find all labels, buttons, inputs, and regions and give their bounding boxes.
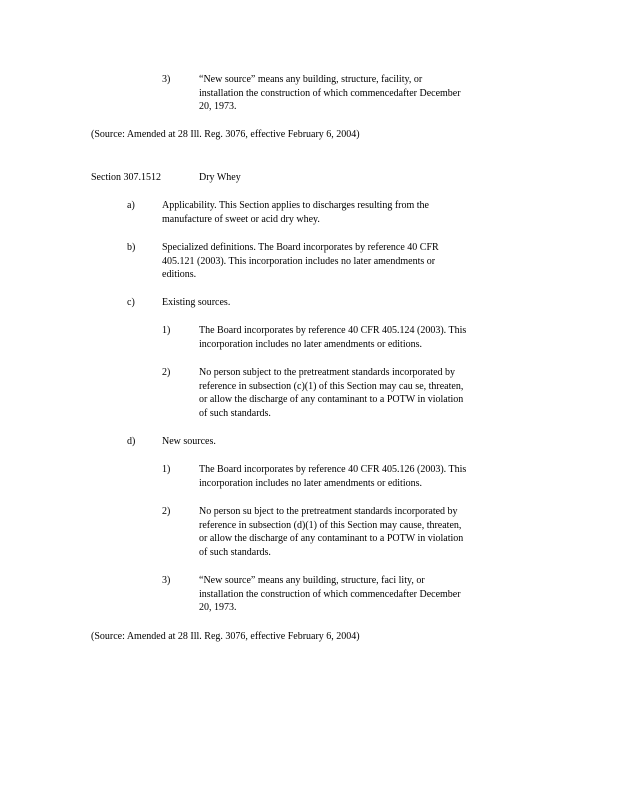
item-text <box>199 505 513 559</box>
text-line: reference in subsection (d)(1) of this Section may cause, threaten, <box>199 519 462 531</box>
item-number: 1) <box>162 464 171 475</box>
subsection-label: b) <box>127 242 136 253</box>
text-line: The Board incorporates by reference 40 CFR 405.126 (2003). This <box>199 464 467 475</box>
text-line: Specialized definitions. The Board incorporates by reference 40 CFR <box>162 242 439 253</box>
text-line: “New source” means any building, structure, facility, or <box>199 74 423 85</box>
text-line: of such standards. <box>199 546 271 558</box>
item-text <box>199 463 523 490</box>
item-number: 2) <box>162 367 171 378</box>
subsection-label: d) <box>127 436 136 447</box>
subsection-text: New sources. <box>162 436 216 447</box>
text-line: incorporation includes no later amendments or editions. <box>199 338 422 350</box>
text-line: installation the construction of which commencedafter December <box>199 87 461 99</box>
text-line: incorporation includes no later amendments or editions. <box>199 477 422 489</box>
text-line: or allow the discharge of any contaminant to a POTW in violation <box>199 533 464 544</box>
subsection-text: Existing sources. <box>162 297 231 308</box>
text-line: 405.121 (2003). This incorporation includes no later amendments or <box>162 255 436 267</box>
section-number: Section 307.1512 <box>91 172 161 183</box>
text-line: reference in subsection (c)(1) of this Section may cau se, threaten, <box>199 380 464 392</box>
item-number: 1) <box>162 325 171 336</box>
item-text <box>199 574 505 615</box>
item-text <box>199 366 513 420</box>
section-title: Dry Whey <box>199 172 241 183</box>
item-text <box>199 324 523 351</box>
item-number: 3) <box>162 575 171 586</box>
text-line: The Board incorporates by reference 40 CFR 405.124 (2003). This <box>199 325 467 336</box>
subsection-label: c) <box>127 297 135 308</box>
text-line: No person subject to the pretreatment standards incorporated by <box>199 367 456 378</box>
text-line: or allow the discharge of any contaminant to a POTW in violation <box>199 394 464 405</box>
item-text <box>199 73 505 114</box>
subsection-text <box>162 241 496 282</box>
item-number: 2) <box>162 506 171 517</box>
text-line: No person su bject to the pretreatment standards incorporated by <box>199 506 458 517</box>
item-number: 3) <box>162 74 171 85</box>
text-line: “New source” means any building, structure, faci lity, or <box>199 575 425 586</box>
text-line: installation the construction of which commencedafter December <box>199 588 461 600</box>
text-line: of such standards. <box>199 407 271 419</box>
text-line: 20, 1973. <box>199 101 237 112</box>
text-line: manufacture of sweet or acid dry whey. <box>162 213 320 225</box>
text-line: editions. <box>162 269 197 280</box>
subsection-text <box>162 199 488 226</box>
subsection-label: a) <box>127 200 135 211</box>
text-line: Applicability. This Section applies to discharges resulting from the <box>162 200 429 211</box>
text-line: 20, 1973. <box>199 602 237 613</box>
source-note: (Source: Amended at 28 Ill. Reg. 3076, effective February 6, 2004) <box>91 631 360 642</box>
source-note: (Source: Amended at 28 Ill. Reg. 3076, effective February 6, 2004) <box>91 129 360 140</box>
